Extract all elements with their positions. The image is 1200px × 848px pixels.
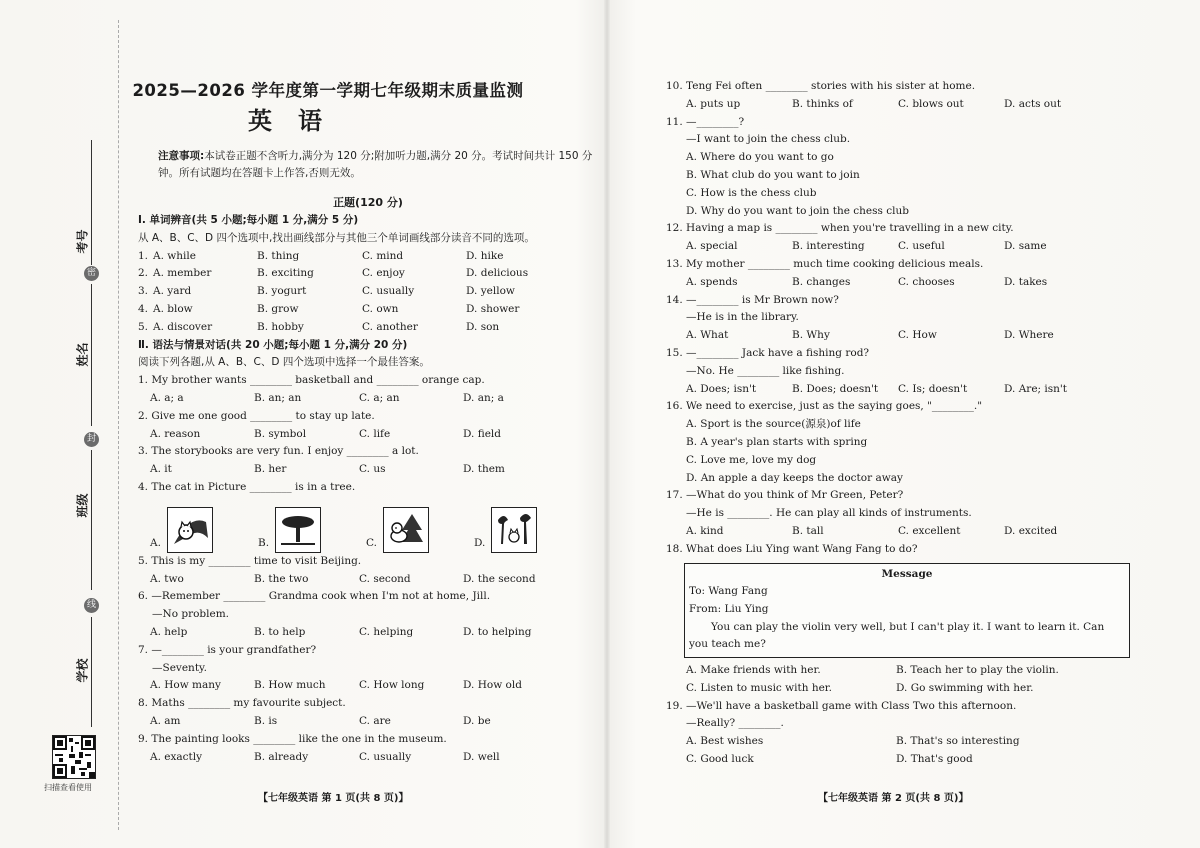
answer-option[interactable]: C. Love me, love my dog [686, 453, 817, 466]
answer-option[interactable]: D. to helping [463, 625, 532, 638]
answer-options [666, 381, 1136, 399]
pronunciation-question [138, 319, 598, 337]
name-line [91, 284, 92, 426]
part-title: 正题(120 分) [333, 196, 403, 209]
label-school: 学校 [75, 658, 90, 683]
cat-in-tree-icon [167, 507, 213, 553]
answer-option[interactable]: B. How much [254, 679, 326, 692]
pronunciation-question [138, 301, 598, 319]
answer-option[interactable]: A. exactly [150, 750, 203, 763]
answer-option[interactable]: C. Is; doesn't [898, 382, 968, 395]
question-stem: 10. Teng Fei often ________ stories with his sister at home. [666, 80, 976, 92]
answer-option[interactable]: B. interesting [792, 240, 865, 253]
answer-option[interactable]: B. tall [792, 524, 824, 537]
school-line [91, 617, 92, 727]
answer-option[interactable]: B. her [254, 463, 287, 476]
answer-option[interactable]: C. How is the chess club [686, 186, 817, 199]
question-stem: —He is in the library. [686, 311, 799, 324]
answer-option[interactable]: A. two [150, 572, 184, 585]
pronunciation-question [138, 283, 598, 301]
answer-option[interactable]: B. exciting [257, 267, 314, 280]
notice-text: 本试卷正题不含听力,满分为 120 分;附加听力题,满分 20 分。考试时间共计 150 分钟。所有试题均在答题卡上作答,否则无效。 [158, 150, 593, 179]
answer-options [666, 523, 1136, 541]
answer-option[interactable]: B. the two [254, 572, 309, 585]
section2-instruction: 阅读下列各题,从 A、B、C、D 四个选项中选择一个最佳答案。 [138, 356, 430, 369]
answer-option[interactable]: D. the second [463, 572, 536, 585]
answer-options [666, 96, 1136, 114]
option-letter[interactable]: A. [150, 536, 161, 549]
page-1-column [132, 78, 598, 766]
cat-between-trees-icon [491, 507, 537, 553]
qr-code-icon [52, 735, 96, 779]
answer-option[interactable]: D. son [466, 320, 500, 333]
answer-options [138, 624, 598, 642]
answer-option[interactable]: C. usually [359, 750, 412, 763]
picture-option[interactable] [150, 507, 258, 553]
section2-right-questions [666, 78, 1136, 769]
answer-option[interactable]: D. yellow [466, 285, 515, 298]
picture-option[interactable] [366, 507, 474, 553]
answer-option[interactable]: A. help [150, 625, 188, 638]
answer-option[interactable]: D. an; a [463, 391, 504, 404]
answer-option[interactable]: A. a; a [150, 391, 184, 404]
question-stem: 13. My mother ________ much time cooking delicious meals. [666, 257, 984, 270]
answer-option[interactable]: D. An apple a day keeps the doctor away [686, 471, 903, 484]
section1-heading: Ⅰ. 单词辨音(共 5 小题;每小题 1 分,满分 5 分) [138, 214, 359, 226]
notice [158, 148, 613, 182]
answer-option[interactable]: C. another [362, 320, 418, 333]
dog-by-tree-icon [383, 507, 429, 553]
answer-option[interactable]: D. Go swimming with her. [896, 681, 1034, 694]
answer-option[interactable]: C. useful [898, 240, 945, 253]
answer-options [138, 713, 598, 731]
question-stem: —He is ________. He can play all kinds of instruments. [686, 507, 972, 520]
question-stem: —Seventy. [152, 661, 207, 674]
answer-options [666, 238, 1136, 256]
subject-title: 英语 [248, 107, 348, 135]
answer-option[interactable]: D. excited [1004, 524, 1058, 537]
question-stem: 19. —We'll have a basketball game with Class Two this afternoon. [666, 699, 1017, 712]
answer-option[interactable]: D. Where [1004, 329, 1054, 342]
answer-option[interactable]: C. How long [359, 679, 425, 692]
answer-option[interactable]: A. yard [153, 285, 192, 298]
label-class: 班级 [75, 493, 90, 518]
exam-number-line [91, 140, 92, 265]
answer-option[interactable]: D. be [463, 714, 491, 727]
answer-option[interactable]: A. kind [686, 524, 724, 537]
message-to: To: Wang Fang [689, 585, 768, 598]
answer-option[interactable]: A. spends [686, 275, 738, 288]
single-tree-icon [275, 507, 321, 553]
answer-option-row [666, 751, 1136, 769]
answer-option[interactable]: C. own [362, 302, 399, 315]
answer-option[interactable]: C. mind [362, 249, 404, 262]
question-stem: 11. —________? [666, 115, 745, 128]
question-stem: 4. The cat in Picture ________ is in a tree. [138, 480, 356, 493]
answer-options [138, 390, 598, 408]
answer-option[interactable]: A. while [153, 249, 196, 262]
seal-mark-feng: 封 [84, 432, 99, 447]
question-stem: 2. Give me one good ________ to stay up late. [138, 409, 375, 422]
answer-option[interactable]: B. already [254, 750, 309, 763]
question-stem: 5. This is my ________ time to visit Beijing. [138, 554, 362, 567]
section2-heading: Ⅱ. 语法与情景对话(共 20 小题;每小题 1 分,满分 20 分) [138, 338, 408, 351]
answer-option[interactable]: D. same [1004, 240, 1047, 253]
answer-option[interactable]: B. changes [792, 275, 851, 288]
answer-option[interactable]: D. delicious [466, 267, 529, 280]
message-title: Message [881, 567, 933, 580]
answer-option[interactable]: D. Why do you want to join the chess club [686, 204, 909, 217]
answer-option[interactable]: B. Teach her to play the violin. [896, 663, 1059, 676]
question-stem: —No problem. [152, 608, 229, 621]
answer-option[interactable]: C. a; an [359, 391, 400, 404]
answer-option[interactable]: A. How many [150, 679, 221, 692]
answer-option[interactable]: D. That's good [896, 752, 973, 765]
seal-mark-xian: 线 [84, 598, 99, 613]
answer-option[interactable]: B. an; an [254, 391, 302, 404]
footer-page-2: 【七年级英语 第 2 页(共 8 页)】 [818, 793, 969, 804]
answer-option[interactable]: D. field [463, 427, 502, 440]
label-name: 姓名 [75, 342, 90, 367]
question-stem: 16. We need to exercise, just as the saying goes, "________." [666, 400, 983, 413]
answer-options [138, 461, 598, 479]
answer-option[interactable]: A. Make friends with her. [686, 663, 821, 676]
question-number: 2. [138, 267, 149, 280]
question-stem: —No. He ________ like fishing. [686, 364, 845, 377]
answer-option[interactable]: D. Are; isn't [1004, 382, 1068, 395]
question-number: 1. [138, 249, 149, 262]
answer-option[interactable]: B. yogurt [257, 285, 307, 298]
answer-options [138, 426, 598, 444]
question-stem: 17. —What do you think of Mr Green, Peter? [666, 489, 904, 502]
picture-options [138, 497, 598, 553]
question-stem: 3. The storybooks are very fun. I enjoy ________ a lot. [138, 445, 419, 458]
option-letter[interactable]: C. [366, 536, 377, 549]
answer-option[interactable]: A. Does; isn't [686, 382, 757, 395]
answer-option[interactable]: D. well [463, 750, 500, 763]
exam-title: 2025—2026 学年度第一学期七年级期末质量监测 [132, 81, 524, 100]
answer-option[interactable]: D. them [463, 463, 505, 476]
answer-option[interactable]: B. grow [257, 302, 299, 315]
question-stem: 18. What does Liu Ying want Wang Fang to do? [666, 542, 918, 555]
answer-option[interactable]: D. takes [1004, 275, 1048, 288]
section2-left-questions [138, 372, 598, 766]
qr-caption: 扫描查看使用 [44, 783, 92, 792]
answer-option[interactable]: C. chooses [898, 275, 955, 288]
answer-options [138, 749, 598, 767]
answer-option[interactable]: A. Best wishes [686, 735, 764, 748]
answer-option[interactable]: B. to help [254, 625, 306, 638]
answer-option[interactable]: B. A year's plan starts with spring [686, 435, 868, 448]
answer-option[interactable]: A. special [686, 240, 738, 253]
answer-option[interactable]: A. reason [150, 427, 201, 440]
question-stem: 6. —Remember ________ Grandma cook when I'm not at home, Jill. [138, 590, 491, 603]
message-from: From: Liu Ying [689, 603, 769, 616]
answer-option[interactable]: C. enjoy [362, 267, 405, 280]
answer-option[interactable]: C. Good luck [686, 752, 754, 765]
answer-option[interactable]: B. Does; doesn't [792, 382, 879, 395]
question-stem: 7. —________ is your grandfather? [138, 643, 317, 656]
question-number: 3. [138, 285, 149, 298]
answer-option[interactable]: B. is [254, 714, 278, 727]
answer-option[interactable]: A. blow [153, 302, 193, 315]
picture-option[interactable] [474, 507, 582, 553]
answer-option[interactable]: A. Where do you want to go [686, 151, 834, 164]
pronunciation-question [138, 265, 598, 283]
answer-option[interactable]: C. us [359, 463, 386, 476]
answer-options [666, 274, 1136, 292]
answer-options [666, 327, 1136, 345]
answer-option[interactable]: D. hike [466, 249, 504, 262]
answer-option[interactable]: B. thing [257, 249, 300, 262]
message-box [684, 563, 1130, 658]
answer-option[interactable]: C. blows out [898, 97, 964, 110]
answer-option[interactable]: A. What [686, 329, 729, 342]
page-fold [604, 0, 610, 848]
question-stem: —Really? ________. [686, 717, 784, 730]
question-stem: 9. The painting looks ________ like the one in the museum. [138, 732, 447, 745]
answer-option[interactable]: D. How old [463, 679, 522, 692]
label-exam-number: 考号 [75, 229, 90, 254]
question-stem: 15. —________ Jack have a fishing rod? [666, 346, 870, 359]
answer-option-row [666, 680, 1136, 698]
answer-option[interactable]: C. second [359, 572, 411, 585]
answer-option[interactable]: B. thinks of [792, 97, 853, 110]
answer-option[interactable]: D. acts out [1004, 97, 1062, 110]
answer-option[interactable]: B. That's so interesting [896, 735, 1020, 748]
question-number: 5. [138, 320, 149, 333]
question-stem: 1. My brother wants ________ basketball and ________ orange cap. [138, 374, 485, 387]
question-number: 4. [138, 302, 149, 315]
seal-dashed-line [118, 20, 119, 830]
answer-option[interactable]: C. usually [362, 285, 415, 298]
answer-option[interactable]: C. excellent [898, 524, 961, 537]
answer-option[interactable]: A. member [153, 267, 212, 280]
option-letter[interactable]: B. [258, 536, 270, 549]
section1-instruction: 从 A、B、C、D 四个选项中,找出画线部分与其他三个单词画线部分读音不同的选项。 [138, 231, 535, 244]
seal-mark-mi: 密 [84, 266, 99, 281]
answer-option[interactable]: D. shower [466, 302, 520, 315]
answer-options [138, 571, 598, 589]
question-stem: 14. —________ is Mr Brown now? [666, 293, 839, 306]
answer-option[interactable]: C. life [359, 427, 391, 440]
page-2-column [666, 78, 1136, 769]
notice-label: 注意事项: [158, 150, 205, 162]
pronunciation-question [138, 248, 598, 266]
answer-option[interactable]: A. puts up [686, 97, 741, 110]
answer-option[interactable]: B. Why [792, 329, 830, 342]
question-stem: 12. Having a map is ________ when you're travelling in a new city. [666, 222, 1014, 235]
question-stem: —I want to join the chess club. [686, 133, 851, 146]
answer-option[interactable]: C. helping [359, 625, 414, 638]
answer-option[interactable]: B. hobby [257, 320, 304, 333]
answer-option[interactable]: B. symbol [254, 427, 307, 440]
answer-option[interactable]: C. Listen to music with her. [686, 681, 832, 694]
answer-options [138, 677, 598, 695]
answer-option[interactable]: A. Sport is the source(源泉)of life [686, 418, 861, 431]
answer-option[interactable]: A. discover [153, 320, 213, 333]
class-line [91, 450, 92, 590]
section1-questions [138, 248, 598, 337]
answer-option[interactable]: C. How [898, 329, 937, 342]
picture-option[interactable] [258, 507, 366, 553]
option-letter[interactable]: D. [474, 536, 486, 549]
answer-option-row [666, 733, 1136, 751]
answer-option[interactable]: A. am [150, 714, 181, 727]
answer-option-row [666, 662, 1136, 680]
answer-option[interactable]: A. it [150, 463, 172, 476]
footer-page-1: 【七年级英语 第 1 页(共 8 页)】 [258, 793, 409, 804]
question-stem: 8. Maths ________ my favourite subject. [138, 697, 346, 710]
answer-option[interactable]: C. are [359, 714, 391, 727]
answer-option[interactable]: B. What club do you want to join [686, 168, 860, 181]
message-body: You can play the violin very well, but I can't play it. I want to learn it. Can you teach me? [689, 620, 1105, 650]
